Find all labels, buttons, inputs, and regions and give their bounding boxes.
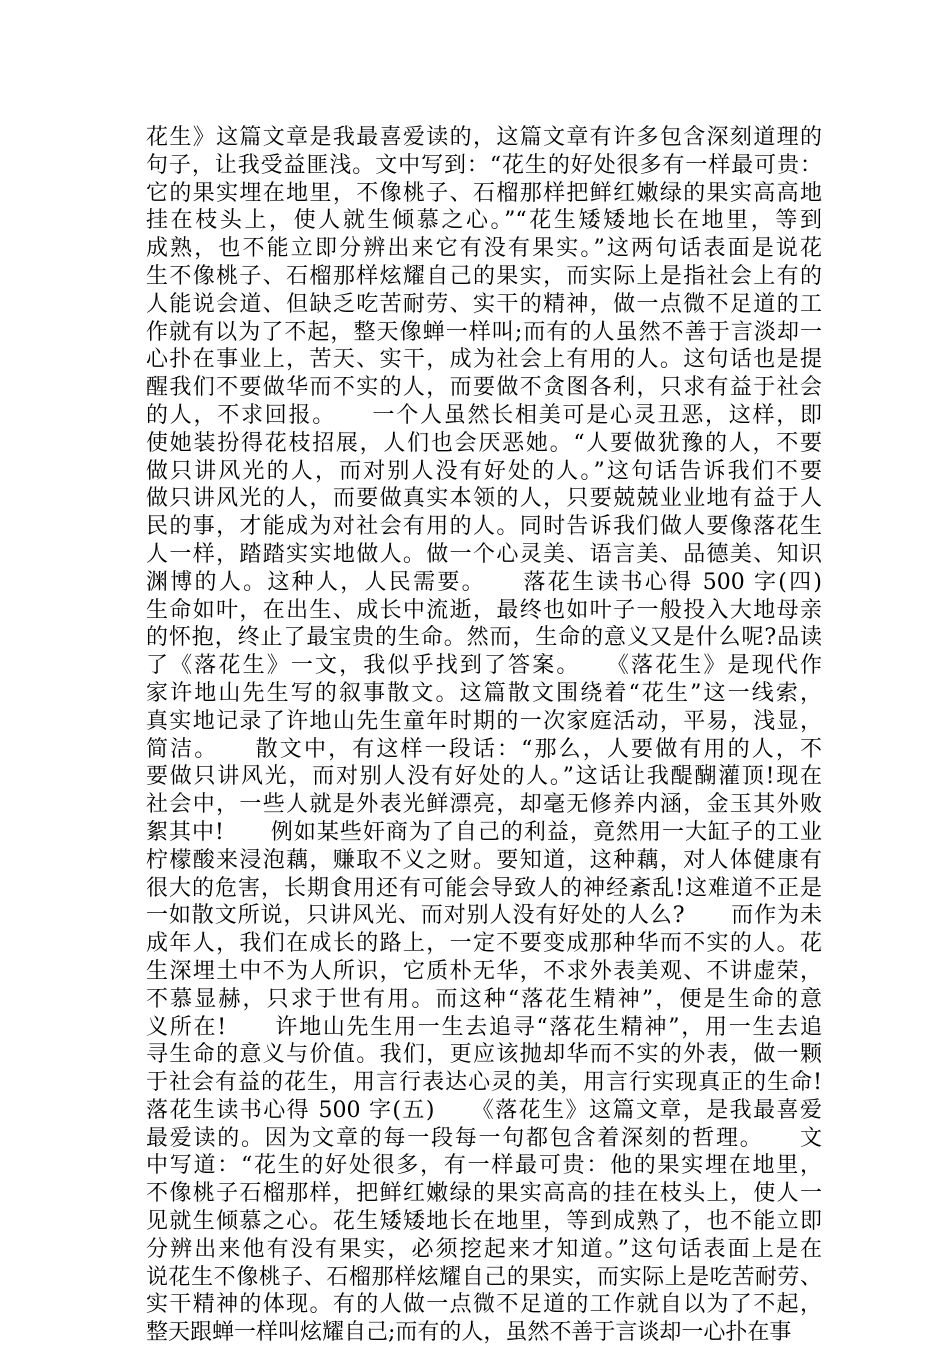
text-line: 了《落花生》一文，我似乎找到了答案。 《落花生》是现代作 (146, 653, 822, 679)
text-line: 中写道：“花生的好处很多，有一样最可贵：他的果实埋在地里， (146, 1153, 822, 1179)
text-line: 句子，让我受益匪浅。文中写到：“花生的好处很多有一样最可贵： (146, 152, 822, 178)
text-line: 絮其中! 例如某些奸商为了自己的利益，竟然用一大缸子的工业 (146, 819, 822, 845)
text-line: 醒我们不要做华而不实的人，而要做不贪图各利，只求有益于社会 (146, 375, 822, 401)
text-line: 社会中，一些人就是外表光鲜漂亮，却毫无修养内涵，金玉其外败 (146, 792, 822, 818)
text-line: 花生》这篇文章是我最喜爱读的，这篇文章有许多包含深刻道理的 (146, 125, 822, 150)
text-line: 人一样，踏踏实实地做人。做一个心灵美、语言美、品德美、知识 (146, 541, 822, 567)
body-text (146, 124, 822, 1347)
text-line: 生命如叶，在出生、成长中流逝，最终也如叶子一般投入大地母亲 (146, 597, 822, 623)
text-line: 成年人，我们在成长的路上，一定不要变成那种华而不实的人。花 (146, 931, 822, 957)
text-line: 做只讲风光的人，而对别人没有好处的人。”这句话告诉我们不要 (146, 458, 822, 484)
text-line: 作就有以为了不起，整天像蝉一样叫;而有的人虽然不善于言淡却一 (146, 319, 822, 345)
text-line: 使她装扮得花枝招展，人们也会厌恶她。“人要做犹豫的人，不要 (146, 430, 822, 456)
text-line: 它的果实埋在地里，不像桃子、石榴那样把鲜红嫩绿的果实高高地 (146, 180, 822, 206)
text-line: 做只讲风光的人，而要做真实本领的人，只要兢兢业业地有益于人 (146, 486, 822, 512)
text-line: 柠檬酸来浸泡藕，赚取不义之财。要知道，这种藕，对人体健康有 (146, 847, 822, 873)
text-line: 义所在! 许地山先生用一生去追寻“落花生精神”，用一生去追 (146, 1014, 822, 1040)
text-line: 落花生读书心得 500 字(五) 《落花生》这篇文章，是我最喜爱 (146, 1097, 822, 1123)
text-line: 寻生命的意义与价值。我们，更应该抛却华而不实的外表，做一颗 (146, 1042, 822, 1068)
text-line: 最爱读的。因为文章的每一段每一句都包含着深刻的哲理。 文 (146, 1125, 822, 1151)
text-line: 见就生倾慕之心。花生矮矮地长在地里，等到成熟了，也不能立即 (146, 1209, 822, 1235)
text-line: 生不像桃子、石榴那样炫耀自己的果实，而实际上是指社会上有的 (146, 263, 822, 289)
text-line: 不慕显赫，只求于世有用。而这种“落花生精神”，便是生命的意 (146, 986, 822, 1012)
text-line: 整天跟蝉一样叫炫耀自己;而有的人，虽然不善于言谈却一心扑在事 (146, 1320, 792, 1346)
text-line: 简洁。 散文中，有这样一段话：“那么，人要做有用的人，不 (146, 736, 822, 762)
text-line: 要做只讲风光，而对别人没有好处的人。”这话让我醍醐灌顶!现在 (146, 764, 822, 790)
text-line: 民的事，才能成为对社会有用的人。同时告诉我们做人要像落花生 (146, 514, 822, 540)
text-line: 成熟，也不能立即分辨出来它有没有果实。”这两句话表面是说花 (146, 236, 822, 262)
text-line: 一如散文所说，只讲风光、而对别人没有好处的人么? 而作为未 (146, 903, 822, 929)
text-line: 不像桃子石榴那样，把鲜红嫩绿的果实高高的挂在枝头上，使人一 (146, 1181, 822, 1207)
text-line: 心扑在事业上，苦天、实干，成为社会上有用的人。这句话也是提 (146, 347, 822, 373)
text-line: 分辨出来他有没有果实，必须挖起来才知道。”这句话表面上是在 (146, 1236, 822, 1262)
text-line: 生深埋土中不为人所识，它质朴无华，不求外表美观、不讲虚荣， (146, 958, 822, 984)
text-line: 实干精神的体现。有的人做一点微不足道的工作就自以为了不起， (146, 1292, 822, 1318)
text-line: 的怀抱，终止了最宝贵的生命。然而，生命的意义又是什么呢?品读 (146, 625, 822, 651)
text-line: 于社会有益的花生，用言行表达心灵的美，用言行实现真正的生命! (146, 1070, 822, 1096)
text-line: 的人，不求回报。 一个人虽然长相美可是心灵丑恶，这样，即 (146, 402, 822, 428)
text-line: 家许地山先生写的叙事散文。这篇散文围绕着“花生”这一线索， (146, 680, 822, 706)
text-line: 人能说会道、但缺乏吃苦耐劳、实干的精神，做一点微不足道的工 (146, 291, 822, 317)
text-line: 很大的危害，长期食用还有可能会导致人的神经紊乱!这难道不正是 (146, 875, 822, 901)
text-line: 渊博的人。这种人，人民需要。 落花生读书心得 500 字(四) (146, 569, 822, 595)
text-line: 说花生不像桃子、石榴那样炫耀自己的果实，而实际上是吃苦耐劳、 (146, 1264, 822, 1290)
text-line: 真实地记录了许地山先生童年时期的一次家庭活动，平易，浅显， (146, 708, 822, 734)
text-line: 挂在枝头上，使人就生倾慕之心。”“花生矮矮地长在地里，等到 (146, 208, 822, 234)
